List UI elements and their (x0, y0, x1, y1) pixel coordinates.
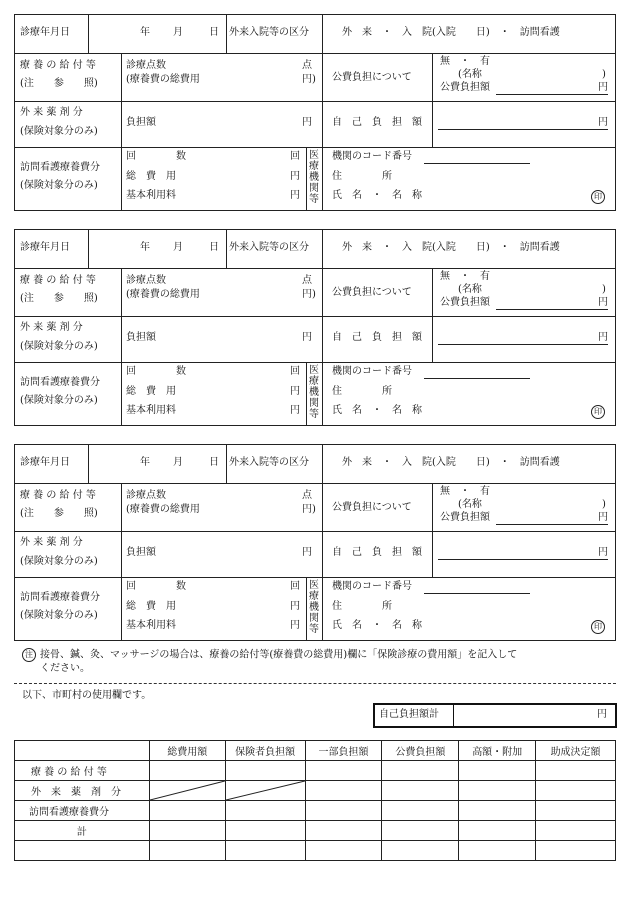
public-name-label: (名称 (458, 284, 482, 295)
institution-code-field[interactable] (424, 378, 530, 379)
table-cell[interactable] (225, 761, 305, 781)
institution-vertical-label: 医療機関等 (309, 580, 319, 635)
seal-icon: 印 (591, 620, 605, 634)
basic-fee-label: 基本利用料 (126, 620, 176, 631)
table-row (15, 841, 616, 861)
table-cell[interactable] (149, 761, 225, 781)
benefit-note-label: (注 参 照) (20, 293, 98, 304)
self-burden-yen: 円 (598, 332, 608, 343)
self-burden-field[interactable] (438, 559, 608, 560)
seal-icon: 印 (591, 190, 605, 204)
public-burden-amount-field[interactable] (496, 94, 608, 95)
total-cost-label: (療養費の総費用 (126, 289, 200, 300)
public-burden-amount-label: 公費負担額 (440, 512, 490, 523)
points-unit: 点 (302, 275, 312, 286)
month-label: 月 (173, 242, 183, 253)
basic-fee-label: 基本利用料 (126, 190, 176, 201)
table-cell[interactable] (305, 841, 382, 861)
table-cell[interactable] (459, 781, 536, 801)
count-label: 回 数 (126, 581, 186, 592)
table-cell[interactable] (149, 821, 225, 841)
name-title-label: 氏 名 ・ 名 称 (332, 190, 422, 201)
total-cost-label: (療養費の総費用 (126, 504, 200, 515)
points-label: 診療点数 (126, 60, 166, 71)
table-cell[interactable] (382, 841, 459, 861)
total-cost-unit: 円) (302, 289, 316, 300)
count-label: 回 数 (126, 151, 186, 162)
table-header-row (15, 741, 616, 761)
table-cell[interactable] (382, 781, 459, 801)
name-title-label: 氏 名 ・ 名 称 (332, 620, 422, 631)
total-expense-label: 総 費 用 (126, 601, 176, 612)
col-public-burden: 公費負担額 (382, 741, 459, 761)
visit-type-options[interactable]: 外 来 ・ 入 院(入院 日) ・ 訪問看護 (342, 457, 560, 468)
total-expense-yen: 円 (290, 601, 300, 612)
table-cell[interactable] (149, 841, 225, 861)
public-burden-amount-label: 公費負担額 (440, 297, 490, 308)
seal-icon: 印 (591, 405, 605, 419)
total-expense-label: 総 費 用 (126, 386, 176, 397)
note (22, 648, 517, 675)
burden-amount-yen: 円 (302, 332, 312, 343)
basic-fee-yen: 円 (290, 620, 300, 631)
table-cell[interactable] (459, 801, 536, 821)
public-burden-yen: 円 (598, 512, 608, 523)
total-expense-yen: 円 (290, 386, 300, 397)
count-unit: 回 (290, 366, 300, 377)
address-label: 住 所 (332, 386, 392, 397)
date-label: 診療年月日 (20, 27, 70, 38)
burden-amount-yen: 円 (302, 117, 312, 128)
burden-amount-yen: 円 (302, 547, 312, 558)
self-burden-field[interactable] (438, 129, 608, 130)
claim-block (14, 444, 616, 641)
self-burden-label: 自 己 負 担 額 (332, 332, 422, 343)
drug-note-label: (保険対象分のみ) (20, 341, 98, 352)
benefit-note-label: (注 参 照) (20, 78, 98, 89)
table-cell[interactable] (305, 781, 382, 801)
count-unit: 回 (290, 151, 300, 162)
nursing-note-label: (保険対象分のみ) (20, 610, 98, 621)
table-cell[interactable] (536, 761, 616, 781)
none-or-yes[interactable]: 無 ・ 有 (440, 486, 490, 497)
day-label: 日 (209, 242, 219, 253)
day-label: 日 (209, 27, 219, 38)
self-burden-label: 自 己 負 担 額 (332, 117, 422, 128)
table-cell[interactable] (382, 761, 459, 781)
note-text-line1: 接骨、鍼、灸、マッサージの場合は、療養の給付等(療養費の総費用)欄に「保険診療の費用額」を記入して (40, 649, 518, 661)
row-label: 療 養 の 給 付 等 (15, 761, 150, 781)
table-cell[interactable] (225, 841, 305, 861)
month-label: 月 (173, 457, 183, 468)
table-cell[interactable] (459, 821, 536, 841)
cut-line (14, 683, 616, 684)
basic-fee-yen: 円 (290, 405, 300, 416)
public-burden-yen: 円 (598, 82, 608, 93)
table-cell[interactable] (536, 781, 616, 801)
benefit-label: 療 養 の 給 付 等 (20, 490, 96, 501)
institution-code-field[interactable] (424, 163, 530, 164)
public-burden-yen: 円 (598, 297, 608, 308)
day-label: 日 (209, 457, 219, 468)
table-cell[interactable] (536, 841, 616, 861)
none-or-yes[interactable]: 無 ・ 有 (440, 271, 490, 282)
self-burden-total-box (373, 703, 617, 728)
claim-block (14, 229, 616, 426)
institution-vertical-label: 医療機関等 (309, 365, 319, 420)
table-cell[interactable] (149, 801, 225, 821)
nursing-note-label: (保険対象分のみ) (20, 395, 98, 406)
drug-label: 外 来 薬 剤 分 (20, 107, 83, 118)
nursing-label: 訪問看護療養費分 (20, 162, 100, 173)
table-row (15, 761, 616, 781)
burden-amount-label: 負担額 (126, 332, 156, 343)
public-burden-amount-label: 公費負担額 (440, 82, 490, 93)
col-subsidy-decision: 助成決定額 (536, 741, 616, 761)
row-label: 外 来 薬 剤 分 (15, 781, 150, 801)
visit-type-options[interactable]: 外 来 ・ 入 院(入院 日) ・ 訪問看護 (342, 27, 560, 38)
public-burden-label: 公費負担について (332, 502, 412, 513)
total-cost-label: (療養費の総費用 (126, 74, 200, 85)
benefit-note-label: (注 参 照) (20, 508, 98, 519)
year-label: 年 (140, 27, 150, 38)
visit-type-label: 外来入院等の区分 (229, 457, 309, 468)
total-expense-yen: 円 (290, 171, 300, 182)
visit-type-label: 外来入院等の区分 (229, 242, 309, 253)
drug-note-label: (保険対象分のみ) (20, 126, 98, 137)
table-cell[interactable] (305, 821, 382, 841)
institution-code-label: 機関のコード番号 (332, 581, 412, 592)
institution-code-label: 機関のコード番号 (332, 151, 412, 162)
year-label: 年 (140, 457, 150, 468)
institution-vertical-label: 医療機関等 (309, 150, 319, 205)
col-insurer-burden: 保険者負担額 (225, 741, 305, 761)
row-label: 計 (15, 821, 150, 841)
table-cell[interactable] (536, 801, 616, 821)
count-label: 回 数 (126, 366, 186, 377)
institution-code-label: 機関のコード番号 (332, 366, 412, 377)
public-burden-label: 公費負担について (332, 72, 412, 83)
note-text-line2: ください。 (40, 663, 90, 674)
nursing-label: 訪問看護療養費分 (20, 377, 100, 388)
table-cell[interactable] (536, 821, 616, 841)
public-burden-label: 公費負担について (332, 287, 412, 298)
drug-label: 外 来 薬 剤 分 (20, 322, 83, 333)
total-cost-unit: 円) (302, 74, 316, 85)
self-burden-field[interactable] (438, 344, 608, 345)
date-label: 診療年月日 (20, 457, 70, 468)
basic-fee-label: 基本利用料 (126, 405, 176, 416)
public-name-label: (名称 (458, 69, 482, 80)
self-burden-yen: 円 (598, 547, 608, 558)
address-label: 住 所 (332, 601, 392, 612)
none-or-yes[interactable]: 無 ・ 有 (440, 56, 490, 67)
table-cell[interactable] (382, 801, 459, 821)
year-label: 年 (140, 242, 150, 253)
points-unit: 点 (302, 60, 312, 71)
name-title-label: 氏 名 ・ 名 称 (332, 405, 422, 416)
visit-type-label: 外来入院等の区分 (229, 27, 309, 38)
self-burden-total-label: 自己負担額計 (379, 709, 439, 720)
basic-fee-yen: 円 (290, 190, 300, 201)
table-cell[interactable] (305, 761, 382, 781)
col-partial-burden: 一部負担額 (305, 741, 382, 761)
table-cell[interactable] (225, 821, 305, 841)
public-burden-amount-field[interactable] (496, 309, 608, 310)
claim-block (14, 14, 616, 211)
municipal-intro: 以下、市町村の使用欄です。 (22, 690, 152, 701)
table-cell[interactable] (459, 841, 536, 861)
points-label: 診療点数 (126, 275, 166, 286)
col-high-cost: 高額・附加 (459, 741, 536, 761)
drug-note-label: (保険対象分のみ) (20, 556, 98, 567)
self-burden-yen: 円 (598, 117, 608, 128)
col-total-cost: 総費用額 (149, 741, 225, 761)
row-label: 訪問看護療養費分 (15, 801, 150, 821)
benefit-label: 療 養 の 給 付 等 (20, 275, 96, 286)
burden-amount-label: 負担額 (126, 547, 156, 558)
nursing-label: 訪問看護療養費分 (20, 592, 100, 603)
count-unit: 回 (290, 581, 300, 592)
total-expense-label: 総 費 用 (126, 171, 176, 182)
table-cell[interactable] (225, 801, 305, 821)
visit-type-options[interactable]: 外 来 ・ 入 院(入院 日) ・ 訪問看護 (342, 242, 560, 253)
note-mark-icon: 注 (22, 648, 36, 662)
public-name-close: ) (602, 499, 606, 510)
public-name-label: (名称 (458, 499, 482, 510)
table-row (15, 781, 616, 801)
month-label: 月 (173, 27, 183, 38)
table-row (15, 821, 616, 841)
address-label: 住 所 (332, 171, 392, 182)
date-label: 診療年月日 (20, 242, 70, 253)
table-cell[interactable] (305, 801, 382, 821)
points-unit: 点 (302, 490, 312, 501)
total-cost-unit: 円) (302, 504, 316, 515)
self-burden-total-yen: 円 (597, 709, 607, 720)
drug-label: 外 来 薬 剤 分 (20, 537, 83, 548)
public-burden-amount-field[interactable] (496, 524, 608, 525)
public-name-close: ) (602, 284, 606, 295)
public-name-close: ) (602, 69, 606, 80)
table-cell[interactable] (459, 761, 536, 781)
points-label: 診療点数 (126, 490, 166, 501)
self-burden-label: 自 己 負 担 額 (332, 547, 422, 558)
benefit-label: 療 養 の 給 付 等 (20, 60, 96, 71)
table-row (15, 801, 616, 821)
table-cell[interactable] (382, 821, 459, 841)
self-burden-total-field[interactable] (455, 705, 605, 726)
burden-amount-label: 負担額 (126, 117, 156, 128)
table-cell-struck (149, 781, 225, 801)
nursing-note-label: (保険対象分のみ) (20, 180, 98, 191)
institution-code-field[interactable] (424, 593, 530, 594)
municipal-table (14, 740, 616, 861)
table-cell-struck (225, 781, 305, 801)
